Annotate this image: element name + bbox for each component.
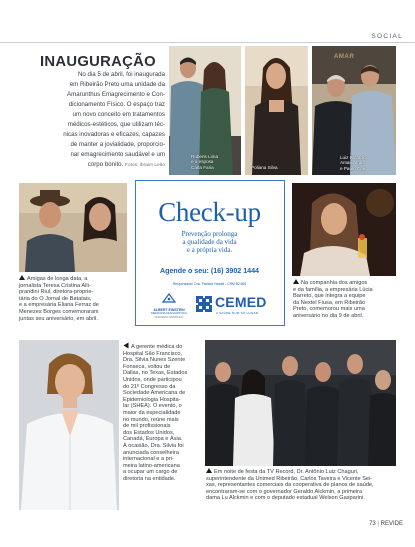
record-line: encontraram-se com o governador Geraldo Alckmin, a primeira [206,488,363,495]
cemed-tagline: A SAÚDE NUM SÓ LUGAR [216,311,259,315]
photo-poliana-caption: Poliana Silva [251,165,278,170]
inauguracao-line: médicos-estéticos, que utilizam téc- [67,121,165,129]
doctor-line: Canadá, Europa e Ásia. [123,436,183,443]
doctor-line: dos Estados Unidos, [123,429,175,436]
friends-line: jornalista Teresa Cristina Alli- [19,282,91,289]
caption-line: e a esposa [191,159,214,165]
page-footer [369,521,403,527]
friends-line: Menezes Borges comemoraram [19,308,99,315]
ad-phone[interactable]: Agende o seu: (16) 3902 1444 [160,267,259,275]
cemed-cross-icon [196,296,212,312]
friends-caption [19,275,129,322]
inauguracao-line: Amarunthus Emagrecimento e Con- [67,91,165,99]
ad-responsible: Responsável: Dra. Patricia Yanotti - CRM 82.565 [172,282,247,286]
doctor-line: Fonseca, voltou de [123,363,171,370]
top-rule [0,42,415,43]
doctor-line: no mundo, reúne mais [123,416,179,423]
friends-line: Amigas de longa data, a [27,276,88,282]
friends-line: e a empresária Eliana Ferraz de [19,302,99,309]
inauguracao-line: No dia 5 de abril, foi inaugurada [77,71,165,78]
hospital-name: ALBERT EINSTEIN [153,308,185,312]
ad-tagline-line: e a própria vida. [186,246,233,254]
inauguracao-line: corpo bonito. [87,161,124,169]
photo-doctor [19,340,119,510]
page-number: 73 [369,521,376,527]
inauguracao-line: um novo conceito em tratamentos [72,111,165,119]
ad-title: Check-up [158,197,261,227]
lucia-line: Preto, comemorou mais uma [293,306,365,313]
cemed-brand: CEMED [215,294,267,310]
caption-arrow-icon [124,343,129,349]
section-label: SOCIAL [371,33,403,40]
cemed-logo [194,294,274,320]
inauguracao-line: em Ribeirão Preto uma unidade da [69,81,165,89]
hospital-note: PARCEIRO CIENTÍFICO [154,315,184,319]
lucia-line: e da família, a empresária Lúcia [293,286,373,293]
photo-couple-caption [191,154,218,170]
doctor-line: À ocasião, Dra. Silvia foi [123,442,184,449]
footer-separator: | [377,521,379,527]
doctor-line: Dra. Silvia Nunes Szente [123,357,186,364]
doctor-line: Unidos, onde participou [123,376,182,383]
inauguracao-line: nicas inovadoras e eficazes, capazes [63,131,165,139]
doctor-line: anunciada conselheira [123,449,179,456]
photo-credit: Fotos: Ibraim Leão [125,163,165,169]
ad-tagline [136,230,283,254]
hospital-sub: MEDICINA DIAGNÓSTICA [150,311,187,315]
photo-lucia [292,183,396,276]
photo-poliana [245,46,308,175]
doctor-line: maior da especialidade [123,409,181,416]
inauguracao-title: INAUGURAÇÃO [40,54,156,70]
lucia-line: Barreto, que integra a equipe [293,293,366,300]
inauguracao-line: de manter a jovialidade, proporcio- [70,141,165,149]
record-line: superintendente da Unimed Ribeirão, Carlos Taveira e Vicente Sei- [206,475,373,482]
friends-line: tária do O Jornal de Batatais, [19,295,92,302]
friends-line: juntas seu aniversário, em abril. [19,315,98,322]
lucia-line: aniversário no dia 9 de abril. [293,312,364,319]
photo-friends [19,183,127,272]
caption-line: Rubens Lima [191,154,219,159]
inauguracao-text [36,70,165,171]
doctor-line: de mil profissionais [123,423,171,430]
photo-record-group [205,340,396,466]
lucia-line: da Nextel Fiusa, em Ribeirão [293,299,366,306]
friends-line: prandini Riul, diretora-proprie- [19,289,94,296]
ad-tagline-line: Prevenção prolonga [181,230,238,238]
doctor-caption [123,343,203,482]
magazine-name: REVIDE [380,521,403,527]
caption-line: e Paulo Caê [340,165,366,171]
doctor-line: Hospital São Francisco, [123,350,183,357]
hospital-logo-icon [162,293,176,303]
record-line: dama Lu Alckmin e com o deputado estadual Welson Gasparini. [206,495,365,502]
caption-arrow-icon [293,279,299,284]
photo-couple [169,46,241,175]
doctor-line: Sociedade Americana de [123,390,186,397]
record-line: Em noite de festa da TV Record, Dr. Antônio Luiz Chaguri, [214,469,359,475]
doctor-line: a ocupar um cargo de [123,469,178,476]
hospital-logo [146,290,192,319]
caption-line: Amarunthus [340,160,365,166]
wall-sign: AMAR [334,54,355,60]
checkup-ad[interactable] [135,180,285,326]
inauguracao-line: nar emagrecimento saudável e um [70,151,165,159]
doctor-line: Epidemiologia Hospita- [123,396,181,403]
doctor-line: Dallas, no Texas, Estados [123,370,188,377]
caption-arrow-icon [206,468,212,473]
doctor-line: do 21º Congresso da [123,383,176,390]
record-line: xas, representantes comerciais da cooperativa de planos de saúde, [206,482,374,489]
record-caption [206,468,401,502]
caption-line: Carla Faria [191,164,214,170]
doctor-line: diretoria na entidade. [123,475,176,482]
doctor-line: A gerente médica do [131,344,183,350]
lucia-line: Na companhia dos amigos [301,280,368,286]
inauguracao-line: dicionamento Físico. O espaço traz [68,101,165,109]
doctor-line: lar (SHEA). O evento, o [123,403,182,410]
photo-men-caption [340,155,366,171]
caption-line: Luiz Ricardo [340,155,366,160]
lucia-caption [293,279,403,320]
doctor-line: internacional e a pri- [123,456,174,463]
ad-tagline-line: a qualidade da vida [182,238,237,246]
photo-men [312,46,396,175]
doctor-line: meira latino-americana [123,462,180,469]
caption-arrow-icon [19,275,25,280]
